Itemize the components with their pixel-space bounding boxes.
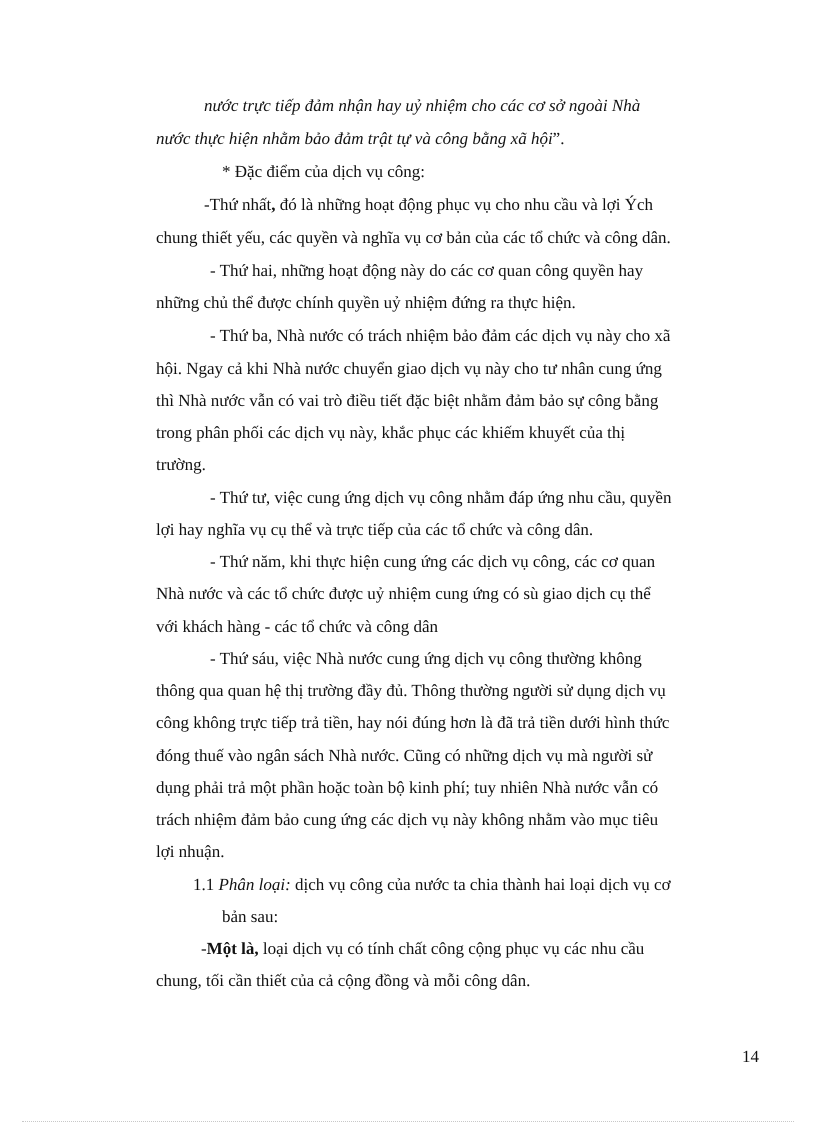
text-line: công không trực tiếp trả tiền, hay nói đúng hơn là đã trả tiền dưới hình thức [156, 713, 670, 732]
text-line: - Thứ năm, khi thực hiện cung ứng các dịch vụ công, các cơ quan [210, 552, 656, 571]
text-line: - Thứ tư, việc cung ứng dịch vụ công nhằm đáp ứng nhu cầu, quyền [210, 488, 672, 507]
text-line: -Một là, loại dịch vụ có tính chất công cộng phục vụ các nhu cầu [201, 939, 645, 958]
section-heading: * Đặc điểm của dịch vụ công: [222, 162, 425, 181]
text-line: hội. Ngay cả khi Nhà nước chuyển giao dịch vụ này cho tư nhân cung ứng [156, 359, 662, 378]
text-line: lợi nhuận. [156, 842, 225, 861]
page-bottom-divider [22, 1121, 794, 1122]
text-line: chung thiết yếu, các quyền và nghĩa vụ cơ bản của các tổ chức và công dân. [156, 228, 671, 247]
text-line: -Thứ nhất, đó là những hoạt động phục vụ cho nhu cầu và lợi Ých [204, 195, 654, 214]
text-line: - Thứ hai, những hoạt động này do các cơ quan công quyền hay [210, 261, 644, 280]
text-line: với khách hàng - các tổ chức và công dân [156, 617, 439, 636]
text-line: thông qua quan hệ thị trường đầy đủ. Thông thường người sử dụng dịch vụ [156, 681, 666, 700]
text-line: thì Nhà nước vẫn có vai trò điều tiết đặc biệt nhằm đảm bảo sự công bằng [156, 391, 659, 410]
text-line: chung, tối cần thiết của cả cộng đồng và mỗi công dân. [156, 971, 531, 990]
text-line: nước trực tiếp đảm nhận hay uỷ nhiệm cho các cơ sở ngoài Nhà [204, 96, 641, 115]
text-line: dụng phải trả một phần hoặc toàn bộ kinh phí; tuy nhiên Nhà nước vẫn có [156, 778, 659, 797]
text-line: bản sau: [222, 907, 279, 926]
text-line: trách nhiệm đảm bảo cung ứng các dịch vụ này không nhằm vào mục tiêu [156, 810, 659, 829]
text-line: - Thứ sáu, việc Nhà nước cung ứng dịch vụ công thường không [210, 649, 642, 668]
text-line: lợi hay nghĩa vụ cụ thể và trực tiếp của các tổ chức và công dân. [156, 520, 594, 539]
text-line: Nhà nước và các tổ chức được uỷ nhiệm cung ứng có sù giao dịch cụ thể [156, 584, 651, 603]
text-line: nước thực hiện nhằm bảo đảm trật tự và công bằng xã hội”. [156, 129, 565, 148]
text-line: - Thứ ba, Nhà nước có trách nhiệm bảo đảm các dịch vụ này cho xã [210, 326, 671, 345]
text-line: đóng thuế vào ngân sách Nhà nước. Cũng có những dịch vụ mà người sử [156, 746, 653, 765]
text-line: trường. [156, 455, 206, 474]
text-line: trong phân phối các dịch vụ này, khắc phục các khiếm khuyết của thị [156, 423, 626, 442]
subsection-heading: 1.1 Phân loại: dịch vụ công của nước ta chia thành hai loại dịch vụ cơ [193, 875, 671, 894]
text-line: những chủ thể được chính quyền uỷ nhiệm đứng ra thực hiện. [156, 293, 576, 312]
page-number: 14 [742, 1047, 759, 1066]
